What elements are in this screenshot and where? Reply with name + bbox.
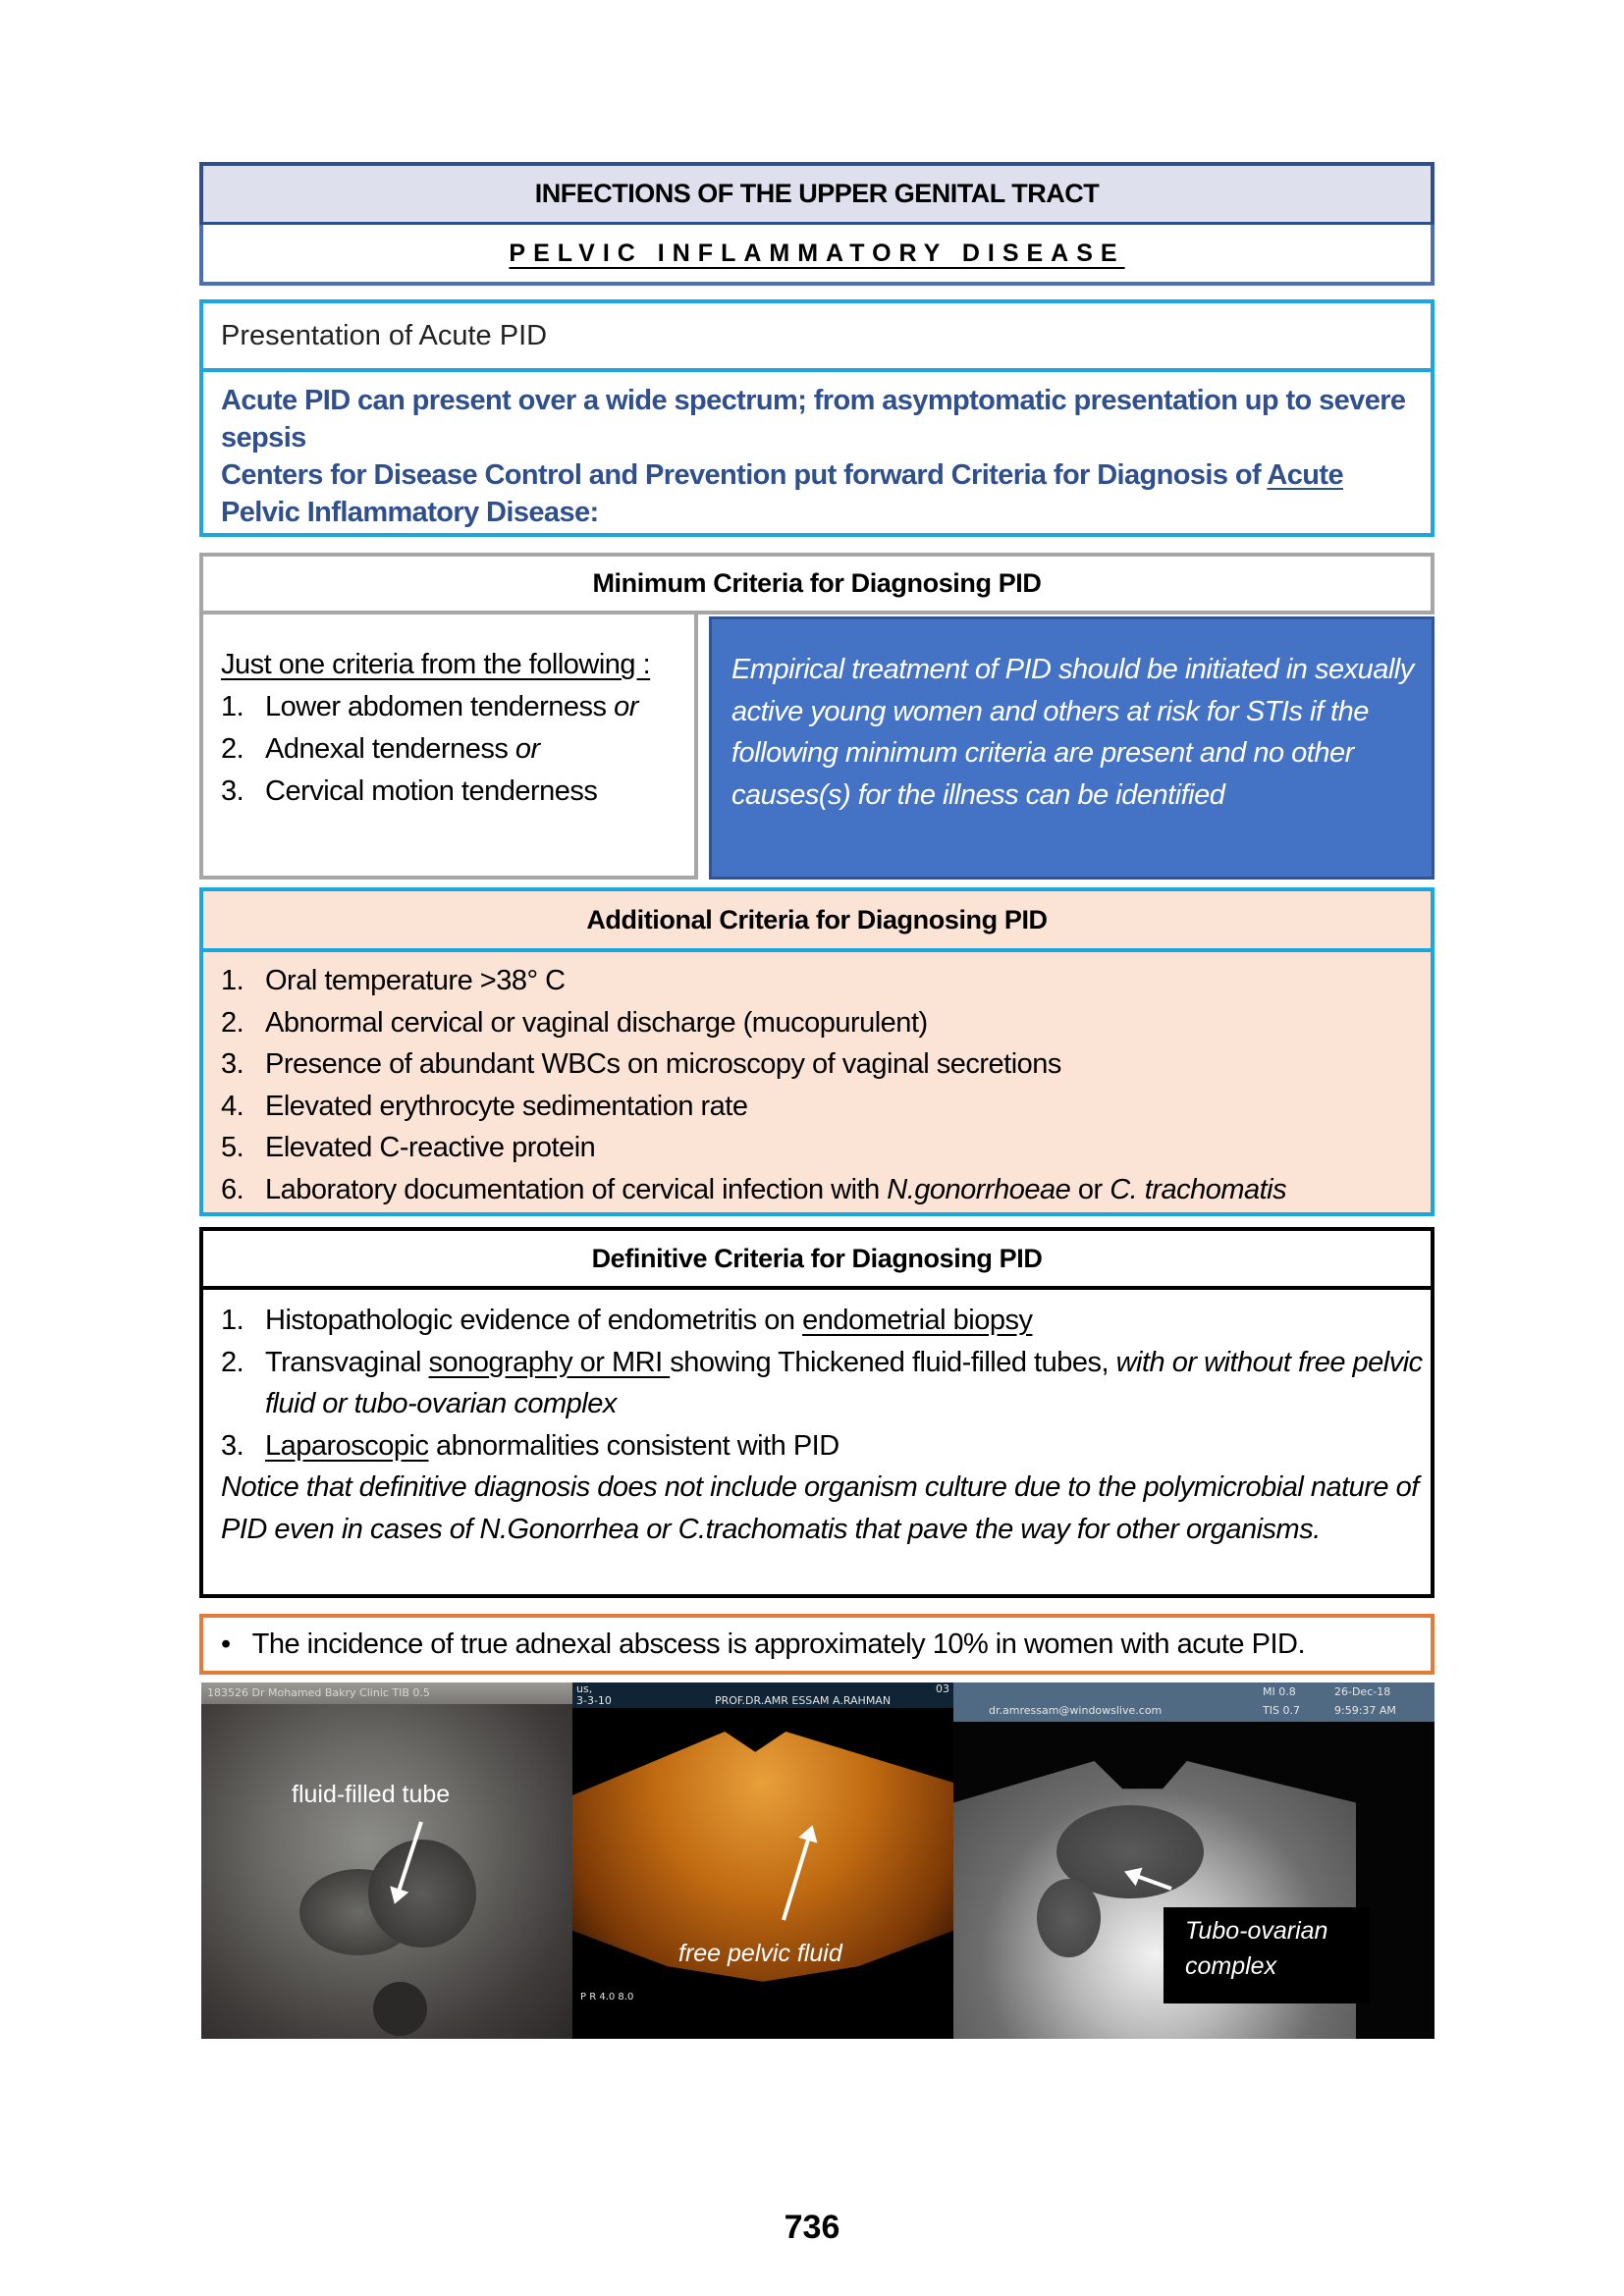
presentation-acute-underlined: Acute [1267, 459, 1343, 491]
list-item [221, 1300, 1431, 1342]
presentation-line-2-suffix: Pelvic Inflammatory Disease: [221, 497, 599, 528]
orientation-marker: P R 4.0 8.0 [580, 1992, 634, 2002]
list-number: 2. [221, 1346, 244, 1378]
list-item [221, 1425, 1431, 1468]
list-item [221, 960, 1431, 1002]
list-number: 3. [221, 1429, 244, 1462]
minimum-criteria-title [199, 553, 1435, 614]
list-text [265, 1425, 1431, 1468]
list-text [265, 728, 694, 771]
list-text: Elevated C-reactive protein [265, 1132, 596, 1163]
list-number: 4. [221, 1090, 244, 1122]
list-number: 3. [221, 775, 244, 807]
underlined-term: Laparoscopic [265, 1429, 429, 1462]
ultrasound-doctor-text: PROF.DR.AMR ESSAM A.RAHMAN [715, 1694, 892, 1707]
empirical-treatment-note: Empirical treatment of PID should be initiated in sexually active young women and others at risk for STIs if the following minimum criteria are present and no other causes(s) for the illness can be identified [709, 616, 1435, 880]
section-title [199, 225, 1435, 286]
fluid-filled-tube-label: fluid-filled tube [292, 1781, 451, 1808]
minimum-criteria-title-text: Minimum Criteria for Diagnosing PID [592, 568, 1042, 598]
list-text-or: or [614, 691, 638, 722]
list-text: Presence of abundant WBCs on microscopy of vaginal secretions [265, 1048, 1061, 1080]
definitive-criteria-list [203, 1290, 1431, 1550]
list-text-main: Histopathologic evidence of endometritis on [265, 1305, 803, 1336]
list-text-main: showing Thickened fluid-filled tubes, [670, 1346, 1116, 1378]
ultrasound-email-text: dr.amressam@windowslive.com [989, 1704, 1163, 1717]
ultrasound-date-text: 26-Dec-18 [1334, 1685, 1391, 1698]
fluid-filled-tube-shape [368, 1840, 476, 1948]
ultrasound-tis-text: TIS 0.7 [1263, 1704, 1300, 1717]
list-text-main: Adnexal tenderness [265, 733, 515, 765]
list-text-main: Laboratory documentation of cervical infection with [265, 1173, 888, 1205]
list-number: 6. [221, 1173, 244, 1205]
list-text: Abnormal cervical or vaginal discharge (mucopurulent) [265, 1006, 928, 1039]
additional-criteria-box [199, 887, 1435, 1216]
bullet-icon: • [221, 1628, 231, 1660]
presentation-box [199, 299, 1435, 537]
minimum-criteria-list [199, 614, 698, 880]
definitive-criteria-title: Definitive Criteria for Diagnosing PID [203, 1231, 1431, 1290]
presentation-line-1: Acute PID can present over a wide spectrum; from asymptomatic presentation up to severe sepsis [221, 385, 1406, 454]
list-number: 1. [221, 1305, 244, 1336]
ultrasound-time-text: 9:59:37 AM [1334, 1704, 1396, 1717]
list-text: Elevated erythrocyte sedimentation rate [265, 1090, 748, 1122]
presentation-line-2-prefix: Centers for Disease Control and Prevention put forward Criteria for Diagnosis of [221, 459, 1268, 491]
list-number: 2. [221, 1006, 244, 1039]
section-title-text: PELVIC INFLAMMATORY DISEASE [509, 239, 1125, 267]
tubo-ovarian-complex-shape [1037, 1879, 1101, 1957]
ultrasound-frame-text: 03 [936, 1682, 949, 1695]
chapter-title-text: INFECTIONS OF THE UPPER GENITAL TRACT [534, 179, 1100, 208]
free-pelvic-fluid-label: free pelvic fluid [678, 1940, 842, 1967]
list-number: 1. [221, 965, 244, 996]
underlined-term: sonography or MRI [428, 1346, 671, 1378]
list-item [221, 1086, 1431, 1128]
additional-criteria-title: Additional Criteria for Diagnosing PID [203, 891, 1431, 952]
list-item [221, 1043, 1431, 1086]
ultrasound-image-fluid-filled-tube [201, 1682, 572, 2039]
organism-name: N.gonorrhoeae [887, 1173, 1071, 1205]
presentation-line-2 [221, 456, 1413, 531]
list-number: 3. [221, 1048, 244, 1080]
ultrasound-image-tubo-ovarian-complex [953, 1682, 1435, 2039]
additional-criteria-list [203, 952, 1431, 1210]
ultrasound-image-free-pelvic-fluid [572, 1682, 953, 2039]
list-item [221, 1169, 1431, 1211]
list-item [221, 1127, 1431, 1169]
list-text-prefix: Transvaginal [265, 1346, 429, 1378]
presentation-title: Presentation of Acute PID [203, 303, 1431, 372]
list-text [265, 1300, 1431, 1342]
list-text: Cervical motion tenderness [265, 775, 598, 807]
list-text [265, 1169, 1431, 1211]
ultrasound-mode-text: us, [576, 1682, 593, 1695]
list-text-or: or [1070, 1173, 1110, 1205]
minimum-criteria-intro-text: Just one criteria from the following : [221, 649, 651, 680]
ultrasound-mi-text: MI 0.8 [1263, 1685, 1296, 1698]
list-item [221, 686, 694, 728]
list-text-main: abnormalities consistent with PID [428, 1429, 839, 1462]
list-text-main: Lower abdomen tenderness [265, 691, 615, 722]
definitive-criteria-note: Notice that definitive diagnosis does not include organism culture due to the polymicrobial nature of PID even in cases of N.Gonorrhea or C.trachomatis that pave the way for other organisms. [221, 1471, 1419, 1545]
tubo-ovarian-label-line-1: Tubo-ovarian [1185, 1917, 1328, 1945]
list-number: 5. [221, 1132, 244, 1163]
list-number: 2. [221, 733, 244, 765]
list-item [221, 1002, 1431, 1044]
chapter-title [199, 162, 1435, 225]
ultrasound-clinic-text: 183526 Dr Mohamed Bakry Clinic TIB 0.5 [207, 1686, 430, 1699]
list-text: Oral temperature >38° C [265, 965, 566, 996]
minimum-criteria-intro [221, 644, 694, 686]
list-item [221, 771, 694, 813]
probe-shadow [373, 1982, 427, 2036]
adnexal-abscess-note [199, 1614, 1435, 1675]
definitive-criteria-box [199, 1227, 1435, 1598]
page-number: 736 [784, 2209, 840, 2246]
adnexal-abscess-note-text: The incidence of true adnexal abscess is approximately 10% in women with acute PID. [251, 1628, 1306, 1660]
list-number: 1. [221, 691, 244, 722]
organism-name: C. trachomatis [1110, 1173, 1287, 1205]
list-item [221, 728, 694, 771]
tubo-ovarian-label-box [1164, 1907, 1370, 2003]
list-item [221, 1342, 1431, 1425]
underlined-term: endometrial biopsy [802, 1305, 1033, 1336]
list-text [265, 1342, 1431, 1425]
presentation-body [203, 372, 1431, 531]
list-text-or: or [514, 733, 540, 765]
tubo-ovarian-label-line-2: complex [1185, 1952, 1277, 1980]
ultrasound-date-text: 3-3-10 [576, 1694, 612, 1707]
list-text [265, 686, 694, 728]
list-text-italic: with or without free pelvic fluid or tubo-ovarian complex [265, 1346, 1423, 1419]
